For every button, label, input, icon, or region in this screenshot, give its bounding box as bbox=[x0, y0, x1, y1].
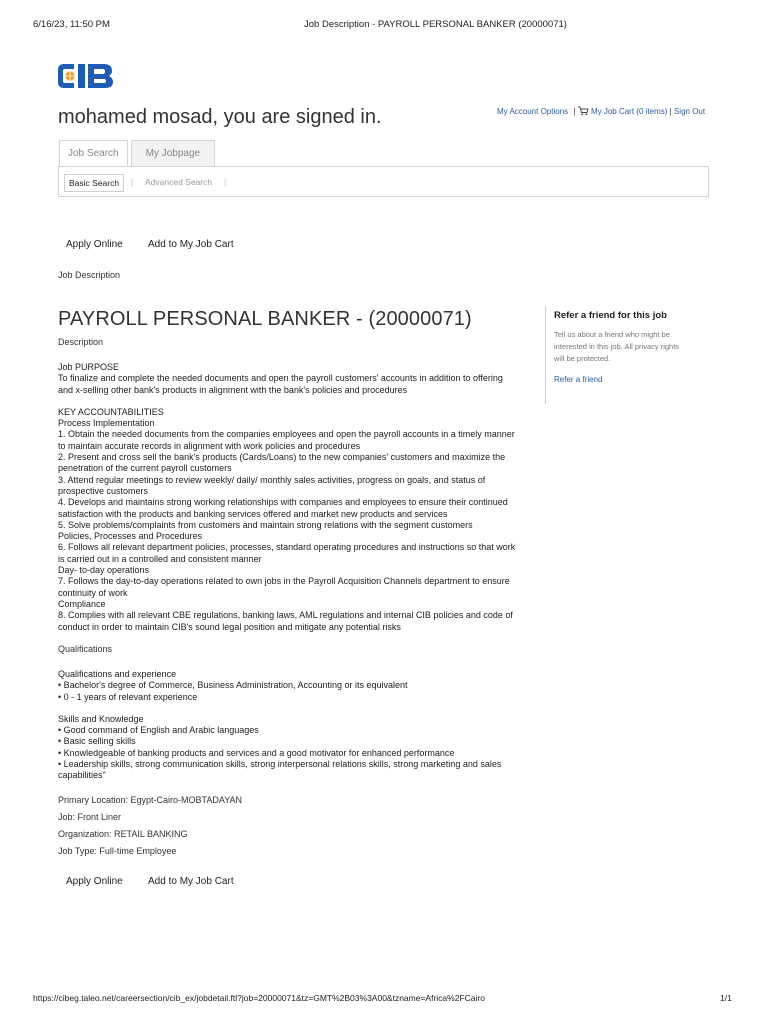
tab-my-jobpage[interactable]: My Jobpage bbox=[131, 140, 215, 166]
separator: | bbox=[573, 107, 576, 117]
skills-list bbox=[58, 714, 548, 782]
main-tabs bbox=[59, 140, 218, 166]
job-body bbox=[58, 362, 548, 633]
skill-line: Skills and Knowledge bbox=[58, 713, 144, 724]
skill-line: • Leadership skills, strong communication skills, strong interpersonal relations skills, strong marketing and sales bbox=[58, 759, 502, 770]
qualification-line: • 0 - 1 years of relevant experience bbox=[58, 691, 198, 702]
purpose-heading: Job PURPOSE bbox=[58, 362, 120, 372]
accountability-line: 5. Solve problems/complaints from customers and maintain strong relations with the segment customers bbox=[58, 519, 473, 530]
qualification-line: • Bachelor's degree of Commerce, Business Administration, Accounting or its equivalent bbox=[58, 680, 408, 691]
account-links bbox=[497, 106, 705, 118]
qualifications-section bbox=[58, 669, 548, 782]
job-field: Job: Front Liner bbox=[58, 812, 122, 822]
refer-friend-link[interactable]: Refer a friend bbox=[554, 375, 603, 384]
accountability-line: 6. Follows all relevant department policies, processes, standard operating procedures and instructions so that work bbox=[58, 542, 516, 553]
accountability-line: KEY ACCOUNTABILITIES bbox=[58, 406, 164, 417]
job-description-label: Job Description bbox=[58, 270, 121, 280]
advanced-search-tab[interactable]: Advanced Search bbox=[145, 177, 213, 187]
purpose-text bbox=[58, 373, 548, 396]
separator: | bbox=[224, 177, 227, 187]
qualification-line: Qualifications and experience bbox=[58, 669, 177, 679]
accountability-line: 8. Complies with all relevant CBE regulations, banking laws, AML regulations and internal CIB policies and code of bbox=[58, 610, 513, 621]
apply-online-button-top[interactable]: Apply Online bbox=[66, 239, 123, 250]
accountability-line: Day- to-day operations bbox=[58, 565, 150, 576]
description-label: Description bbox=[58, 337, 104, 347]
accountability-line: conduct in order to maintain CIB's sound legal position and mitigate any potential risks bbox=[58, 621, 401, 632]
accountability-line: to maintain accurate records in alignment with work policies and procedures bbox=[58, 440, 361, 451]
accountability-line: Policies, Processes and Procedures bbox=[58, 531, 203, 542]
accountability-line: 4. Develops and maintains strong working relationships with companies and employees to ensure their continued bbox=[58, 497, 508, 508]
accountability-line: satisfaction with the products and banking services offered and market new products and services bbox=[58, 508, 448, 519]
refer-friend-heading: Refer a friend for this job bbox=[554, 310, 667, 321]
cib-logo-mark bbox=[57, 61, 116, 91]
accountability-line: penetration of the current payroll customers bbox=[58, 463, 232, 474]
accountability-line: Compliance bbox=[58, 598, 106, 609]
job-type: Job Type: Full-time Employee bbox=[58, 846, 177, 856]
skill-line: • Basic selling skills bbox=[58, 736, 136, 747]
purpose-line: and x-selling other bank's products in alignment with the bank's policies and procedures bbox=[58, 384, 408, 395]
apply-online-button-bottom[interactable]: Apply Online bbox=[66, 876, 123, 887]
skill-line: • Knowledgeable of banking products and services and a good motivator for enhanced performance bbox=[58, 747, 455, 758]
skill-line: • Good command of English and Arabic languages bbox=[58, 725, 259, 736]
purpose-line: To finalize and complete the needed documents and open the payroll customers' accounts in addition to offering bbox=[58, 373, 503, 384]
refer-friend-panel bbox=[545, 306, 715, 404]
primary-location: Primary Location: Egypt-Cairo-MOBTADAYAN bbox=[58, 795, 243, 805]
organization: Organization: RETAIL BANKING bbox=[58, 829, 188, 839]
cart-icon bbox=[578, 106, 589, 118]
accountability-line: 7. Follows the day-to-day operations related to own jobs in the Payroll Acquisition Channels department to ensure bbox=[58, 576, 510, 587]
separator: | bbox=[131, 177, 134, 187]
page-count: 1/1 bbox=[720, 993, 732, 1003]
accountability-line: 2. Present and cross sell the bank's products (Cards/Loans) to the new companies' customers and maximize the bbox=[58, 452, 506, 463]
accountability-line: 3. Attend regular meetings to review weekly/ daily/ monthly sales activities, progress on goals, and status of bbox=[58, 474, 486, 485]
accountability-line: continuity of work bbox=[58, 587, 128, 598]
browser-page-title: Job Description - PAYROLL PERSONAL BANKER (20000071) bbox=[304, 19, 567, 30]
qualifications-label: Qualifications bbox=[58, 644, 113, 654]
cib-logo[interactable] bbox=[57, 61, 116, 91]
search-subtabs bbox=[58, 166, 709, 197]
print-datetime: 6/16/23, 11:50 PM bbox=[33, 19, 110, 30]
basic-search-tab[interactable]: Basic Search bbox=[64, 174, 124, 192]
add-to-job-cart-button-bottom[interactable]: Add to My Job Cart bbox=[148, 876, 234, 887]
accountability-line: prospective customers bbox=[58, 485, 149, 496]
my-job-cart-link[interactable]: My Job Cart (0 items) bbox=[590, 107, 668, 117]
add-to-job-cart-button-top[interactable]: Add to My Job Cart bbox=[148, 239, 234, 250]
refer-friend-text: Tell us about a friend who might be interested in this job. All privacy rights will be protected. bbox=[554, 330, 680, 363]
accountability-line: is carried out in a controlled and consistent manner bbox=[58, 553, 262, 564]
signed-in-message: mohamed mosad, you are signed in. bbox=[58, 106, 382, 128]
my-account-options-link[interactable]: My Account Options bbox=[497, 107, 569, 117]
key-accountabilities bbox=[58, 407, 548, 633]
accountability-line: 1. Obtain the needed documents from the companies employees and open the payroll accounts in a timely manner bbox=[58, 429, 515, 440]
skill-line: capabilities" bbox=[58, 770, 106, 781]
sign-out-link[interactable]: Sign Out bbox=[673, 107, 706, 117]
qualifications-list bbox=[58, 669, 548, 703]
accountability-line: Process Implementation bbox=[58, 418, 155, 429]
tab-job-search[interactable]: Job Search bbox=[59, 140, 128, 166]
separator: | bbox=[669, 107, 672, 117]
job-title: PAYROLL PERSONAL BANKER - (20000071) bbox=[58, 308, 472, 330]
page-url: https://cibeg.taleo.net/careersection/cib_ex/jobdetail.ftl?job=20000071&tz=GMT%2B03%3A00&tzname=Africa%2FCairo bbox=[33, 993, 485, 1003]
